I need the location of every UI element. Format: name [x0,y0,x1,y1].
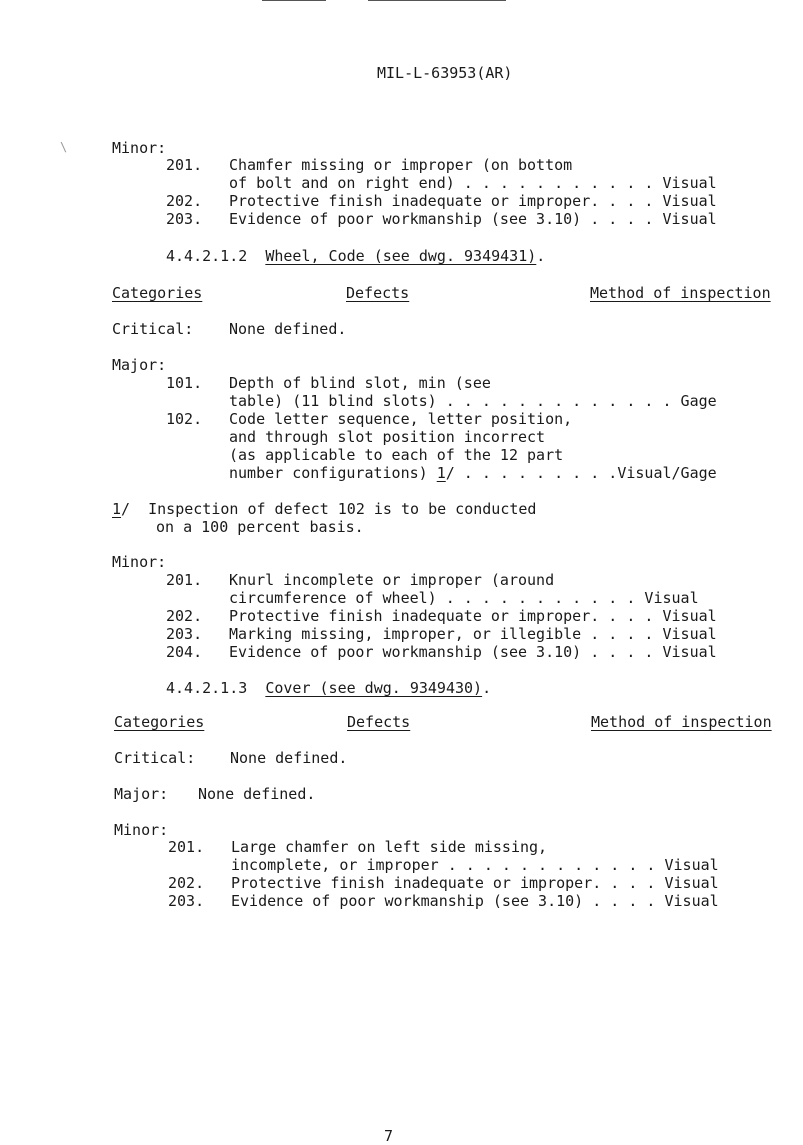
footnote-number: 1 [112,500,122,518]
column-header-categories: Categories [112,284,203,302]
item-text: Knurl incomplete or improper (around [229,571,555,589]
paragraph-title: Cover (see dwg. 9349430) [265,679,483,697]
item-number: 101. [166,374,203,392]
item-text: circumference of wheel) . . . . . . . . . . . Visual [229,589,699,607]
column-header-defects: Defects [347,713,411,731]
paragraph-title: Wheel, Code (see dwg. 9349431) [265,247,537,265]
item-text: Code letter sequence, letter position, [229,410,573,428]
item-text: Evidence of poor workmanship (see 3.10) . . . . Visual [231,892,719,910]
item-number: 203. [166,210,203,228]
item-text: (as applicable to each of the 12 part [229,446,564,464]
minor-label: Minor: [114,821,169,839]
item-text [229,464,717,482]
item-number: 203. [168,892,205,910]
major-label: Major: [114,785,169,803]
minor-label: Minor: [112,139,167,157]
item-text: Protective finish inadequate or improper. . . . Visual [229,607,717,625]
item-number: 201. [166,156,203,174]
major-text: None defined. [198,785,316,803]
footnote-text: on a 100 percent basis. [156,518,364,536]
document-number: MIL-L-63953(AR) [377,64,513,82]
item-text: Large chamfer on left side missing, [231,838,548,856]
item-text: Protective finish inadequate or improper. . . . Visual [231,874,719,892]
item-number: 202. [166,607,203,625]
item-text: Chamfer missing or improper (on bottom [229,156,573,174]
minor-label: Minor: [112,553,167,571]
critical-text: None defined. [229,320,347,338]
column-header-defects: Defects [346,284,410,302]
major-label: Major: [112,356,167,374]
paragraph-number: 4.4.2.1.2 [166,247,248,265]
column-header-categories: Categories [114,713,205,731]
paragraph-title-period: . [482,679,492,697]
item-text: incomplete, or improper . . . . . . . . . . . . Visual [231,856,719,874]
critical-text: None defined. [230,749,348,767]
column-header-method: Method of inspection [590,284,771,302]
item-text: Depth of blind slot, min (see [229,374,491,392]
item-text: of bolt and on right end) . . . . . . . . . . . Visual [229,174,717,192]
page-number: 7 [384,1127,394,1145]
item-number: 201. [168,838,205,856]
item-text-segment: number configurations) [229,464,437,482]
item-number: 201. [166,571,203,589]
item-number: 202. [166,192,203,210]
paragraph-heading [166,247,545,265]
item-number: 102. [166,410,203,428]
footnote-text: / Inspection of defect 102 is to be conducted [121,500,537,518]
item-text: Protective finish inadequate or improper. . . . Visual [229,192,717,210]
item-number: 203. [166,625,203,643]
item-text: table) (11 blind slots) . . . . . . . . . . . . . Gage [229,392,717,410]
footnote-ref: 1 [436,464,446,482]
paragraph-heading [166,679,491,697]
critical-label: Critical: [112,320,194,338]
item-text: Marking missing, improper, or illegible . . . . Visual [229,625,717,643]
item-text: Evidence of poor workmanship (see 3.10) . . . . Visual [229,210,717,228]
item-number: 204. [166,643,203,661]
scan-artifact-rule [262,0,326,1]
paragraph-title-period: . [536,247,546,265]
column-header-method: Method of inspection [591,713,772,731]
scan-artifact-rule [368,0,506,1]
item-number: 202. [168,874,205,892]
paragraph-number: 4.4.2.1.3 [166,679,248,697]
item-text: and through slot position incorrect [229,428,546,446]
item-text-segment: / . . . . . . . . .Visual/Gage [445,464,717,482]
scan-artifact-mark: \ [60,140,68,154]
critical-label: Critical: [114,749,196,767]
footnote [112,500,536,518]
item-text: Evidence of poor workmanship (see 3.10) . . . . Visual [229,643,717,661]
